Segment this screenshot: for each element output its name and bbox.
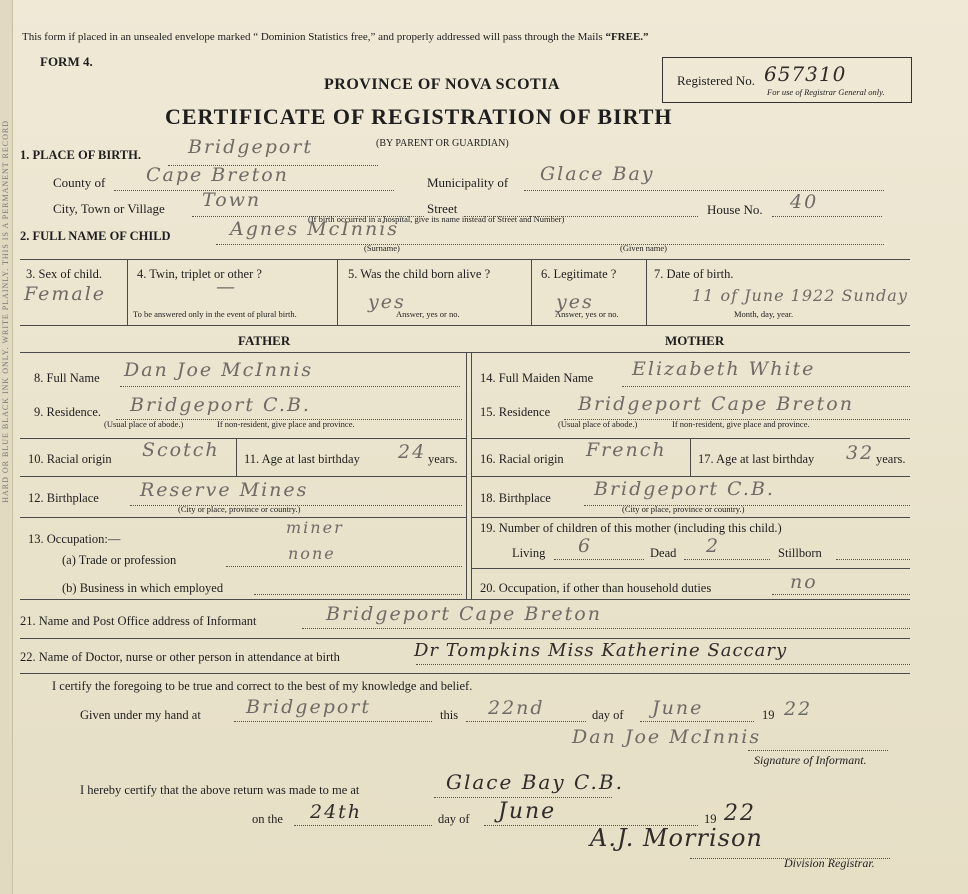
child-name-label: 2. FULL NAME OF CHILD — [20, 229, 171, 243]
given-place-value: Bridgeport — [246, 696, 372, 718]
mother-occupation-value: no — [790, 571, 818, 593]
father-residence-note-a: (Usual place of abode.) — [104, 419, 184, 429]
doctor-line — [416, 664, 910, 665]
place-of-birth-value: Bridgeport — [188, 136, 314, 158]
mother-racial-value: French — [586, 439, 667, 461]
father-racial-value: Scotch — [142, 439, 220, 461]
twin-label: 4. Twin, triplet or other ? — [137, 267, 262, 281]
given-under-label: Given under my hand at — [80, 708, 201, 722]
mother-residence-value: Bridgeport Cape Breton — [578, 393, 854, 415]
informant-top-rule — [20, 599, 910, 600]
this-day-value: 22nd — [488, 697, 545, 719]
municipality-line — [524, 190, 884, 191]
informant-line — [302, 628, 910, 629]
date-of-birth-label: 7. Date of birth. — [654, 267, 734, 281]
father-header: FATHER — [238, 333, 291, 348]
year-value: 22 — [784, 698, 813, 720]
father-years-label: years. — [428, 452, 458, 466]
registrar-day-of-label: day of — [438, 812, 470, 826]
father-racial-top-rule — [20, 438, 466, 439]
mother-birthplace-value: Bridgeport C.B. — [594, 478, 775, 500]
business-label: (b) Business in which employed — [62, 581, 224, 595]
trade-value-b: none — [288, 544, 336, 563]
mailing-notice — [22, 32, 649, 43]
row3-divider-2 — [337, 259, 338, 325]
mother-residence-note-b: If non-resident, give place and province. — [672, 419, 810, 429]
father-birthplace-label: 12. Birthplace — [28, 491, 99, 505]
mother-residence-label: 15. Residence — [480, 405, 551, 419]
twin-note: To be answered only in the event of plural birth. — [133, 309, 297, 319]
father-racial-divider — [236, 438, 237, 476]
registrar-place-value: Glace Bay C.B. — [446, 770, 624, 794]
registrar-statement: I hereby certify that the above return was made to me at — [80, 783, 360, 797]
mailing-notice-text: This form if placed in an unsealed envelope marked “ Dominion Statistics free,” and properly addressed will pass through the Mails — [22, 31, 603, 43]
mother-birthplace-note: (City or place, province or country.) — [622, 504, 745, 514]
registered-number: 657310 — [764, 62, 847, 86]
given-place-line — [234, 721, 432, 722]
living-label: Living — [512, 546, 546, 560]
informant-value: Bridgeport Cape Breton — [326, 603, 602, 625]
informant-signature-line — [748, 750, 888, 751]
mother-occupation-top-rule — [471, 568, 910, 569]
mother-racial-label: 16. Racial origin — [480, 452, 564, 466]
city-value: Town — [202, 189, 262, 211]
house-label: House No. — [707, 202, 763, 217]
registrar-day-line — [294, 825, 432, 826]
certificate-subtitle: (BY PARENT OR GUARDIAN) — [376, 138, 509, 149]
place-of-birth-label: 1. PLACE OF BIRTH. — [20, 148, 141, 162]
registrar-place-line — [434, 797, 612, 798]
county-label: County of — [53, 175, 106, 190]
alive-value: yes — [368, 291, 406, 313]
municipality-value: Glace Bay — [540, 163, 655, 185]
father-residence-value: Bridgeport C.B. — [130, 394, 311, 416]
perforated-edge — [0, 0, 13, 894]
row3-bottom-rule — [20, 325, 910, 326]
this-label: this — [440, 708, 459, 722]
father-residence-label: 9. Residence. — [34, 405, 101, 419]
father-occupation-top-rule — [20, 517, 466, 518]
parents-top-rule — [20, 352, 910, 353]
alive-label: 5. Was the child born alive ? — [348, 267, 491, 281]
child-name-value: Agnes McInnis — [230, 218, 400, 240]
date-of-birth-note: Month, day, year. — [734, 309, 794, 319]
legitimate-value: yes — [556, 291, 594, 313]
informant-signature-caption: Signature of Informant. — [754, 753, 867, 767]
mother-residence-note-a: (Usual place of abode.) — [558, 419, 638, 429]
mother-birthplace-label: 18. Birthplace — [480, 491, 551, 505]
father-racial-bottom-rule — [20, 476, 466, 477]
day-of-label: day of — [592, 708, 624, 722]
living-line — [554, 559, 644, 560]
year-prefix: 19 — [762, 708, 775, 722]
date-of-birth-value: 11 of June 1922 Sunday — [692, 286, 908, 305]
registered-note: For use of Registrar General only. — [767, 87, 885, 97]
father-name-label: 8. Full Name — [34, 371, 100, 385]
trade-value-a: miner — [286, 518, 344, 537]
alive-note: Answer, yes or no. — [396, 309, 460, 319]
parents-divider-a — [466, 352, 467, 599]
mother-name-line — [622, 386, 910, 387]
father-age-value: 24 — [398, 441, 427, 463]
municipality-label: Municipality of — [427, 175, 509, 190]
city-label: City, Town or Village — [53, 201, 165, 216]
twin-value: — — [216, 276, 237, 298]
mother-name-value: Elizabeth White — [632, 358, 816, 380]
month-line — [640, 721, 754, 722]
form-number: FORM 4. — [40, 54, 93, 69]
registered-label: Registered No. — [677, 73, 755, 88]
sex-label: 3. Sex of child. — [26, 267, 103, 281]
this-day-line — [466, 721, 586, 722]
father-birthplace-note: (City or place, province or country.) — [178, 504, 301, 514]
legitimate-label: 6. Legitimate ? — [541, 267, 617, 281]
business-line — [254, 594, 462, 595]
doctor-label: 22. Name of Doctor, nurse or other person in attendance at birth — [20, 650, 340, 664]
mother-years-label: years. — [876, 452, 906, 466]
dead-value: 2 — [706, 535, 721, 557]
mother-age-value: 32 — [846, 442, 875, 464]
mother-age-label: 17. Age at last birthday — [698, 452, 815, 466]
legitimate-note: Answer, yes or no. — [555, 309, 619, 319]
doctor-value: Dr Tompkins Miss Katherine Saccary — [414, 640, 788, 661]
living-value: 6 — [578, 535, 593, 557]
row3-divider-4 — [646, 259, 647, 325]
county-value: Cape Breton — [146, 164, 289, 186]
father-name-value: Dan Joe McInnis — [124, 359, 314, 381]
stillborn-line — [836, 559, 910, 560]
dead-label: Dead — [650, 546, 677, 560]
row3-divider-3 — [531, 259, 532, 325]
mother-occupation-line — [772, 594, 910, 595]
given-name-caption: (Given name) — [620, 243, 667, 253]
mother-name-label: 14. Full Maiden Name — [480, 371, 594, 385]
registrar-year-value: 22 — [724, 801, 756, 826]
dead-line — [684, 559, 770, 560]
father-residence-note-b: If non-resident, give place and province. — [217, 419, 355, 429]
doctor-top-rule — [20, 638, 910, 639]
certify-top-rule — [20, 673, 910, 674]
trade-line — [226, 566, 462, 567]
certificate-title: CERTIFICATE OF REGISTRATION OF BIRTH — [165, 104, 673, 129]
mother-occupation-label: 20. Occupation, if other than household duties — [480, 581, 712, 595]
on-the-label: on the — [252, 812, 283, 826]
row3-top-rule — [20, 259, 910, 260]
father-name-line — [120, 386, 460, 387]
registrar-month-value: June — [498, 799, 557, 824]
trade-label: (a) Trade or profession — [62, 553, 177, 567]
registrar-signature: A.J. Morrison — [590, 824, 763, 852]
registrar-caption: Division Registrar. — [784, 856, 875, 870]
certify-statement: I certify the foregoing to be true and correct to the best of my knowledge and belief. — [52, 679, 473, 693]
child-name-line — [216, 244, 884, 245]
mother-children-top-rule — [471, 517, 910, 518]
stillborn-label: Stillborn — [778, 546, 822, 560]
father-racial-label: 10. Racial origin — [28, 452, 112, 466]
street-label: Street — [427, 201, 458, 216]
row3-divider-1 — [127, 259, 128, 325]
street-note: (If birth occurred in a hospital, give its name instead of Street and Number) — [308, 214, 565, 224]
province-heading: PROVINCE OF NOVA SCOTIA — [324, 76, 560, 93]
house-line — [772, 216, 882, 217]
surname-caption: (Surname) — [364, 243, 400, 253]
month-value: June — [652, 697, 704, 719]
informant-signature: Dan Joe McInnis — [572, 726, 762, 748]
house-value: 40 — [790, 191, 819, 213]
occupation-label: 13. Occupation:— — [28, 532, 121, 546]
registrar-year-prefix: 19 — [704, 812, 717, 826]
informant-label: 21. Name and Post Office address of Informant — [20, 614, 257, 628]
children-count-label: 19. Number of children of this mother (including this child.) — [480, 521, 782, 535]
father-birthplace-value: Reserve Mines — [140, 479, 309, 501]
edge-text: HARD OR BLUE BLACK INK ONLY. WRITE PLAINLY. THIS IS A PERMANENT RECORD — [1, 120, 10, 503]
father-age-label: 11. Age at last birthday — [244, 452, 360, 466]
mailing-notice-free: “FREE.” — [605, 31, 649, 43]
sex-value: Female — [24, 283, 107, 305]
mother-racial-bottom-rule — [471, 476, 910, 477]
mother-header: MOTHER — [665, 333, 725, 348]
registrar-day-value: 24th — [310, 801, 363, 823]
mother-racial-divider — [690, 438, 691, 476]
